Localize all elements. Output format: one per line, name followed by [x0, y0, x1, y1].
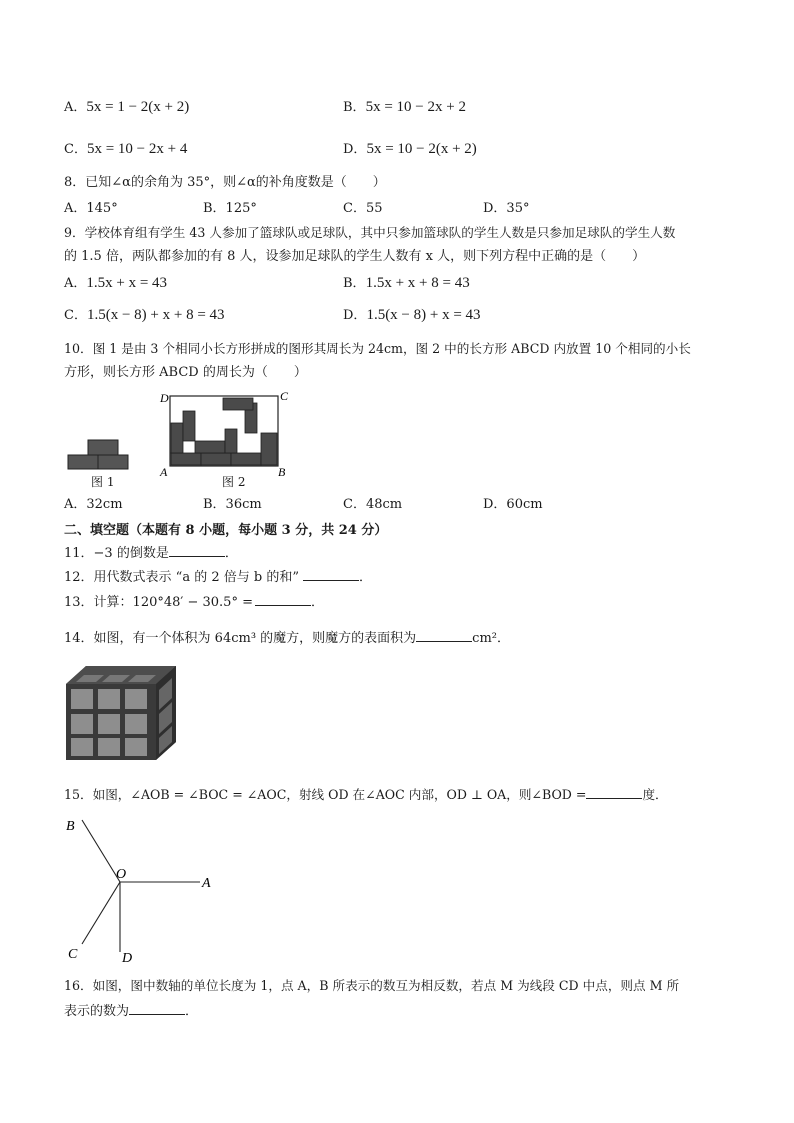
- q8-option-a: A．145°: [64, 201, 118, 216]
- small-rectangle: [223, 398, 253, 410]
- option-letter: B．: [343, 100, 366, 115]
- q10-stem-line1: 10．图 1 是由 3 个相同小长方形拼成的图形其周长为 24cm，图 2 中的长方形 ABCD 内放置 10 个相同的小长: [64, 341, 691, 356]
- q10-option-b: B．36cm: [203, 497, 262, 512]
- point-label-o: O: [116, 867, 127, 882]
- q10-option-a: A．32cm: [64, 497, 123, 512]
- answer-blank[interactable]: [416, 628, 472, 642]
- small-rectangle: [231, 453, 261, 465]
- option-expression: 1.5(x − 8) + x + 8 = 43: [86, 307, 225, 323]
- section-title: 二、填空题（本题有 8 小题，每小题 3 分，共 24 分）: [64, 523, 388, 538]
- q8-stem: 8．已知∠α的余角为 35°，则∠α的补角度数是（ ）: [64, 175, 386, 190]
- small-rectangle: [183, 411, 195, 441]
- q10-figure-2-caption: 图 2: [222, 475, 246, 489]
- q14: [64, 628, 510, 650]
- q11-end: ．: [224, 546, 238, 561]
- cube-sticker: [125, 738, 147, 756]
- option-letter: B．: [343, 276, 366, 291]
- answer-blank[interactable]: [169, 543, 225, 557]
- small-rectangle: [195, 441, 225, 453]
- q10-option-c: C．48cm: [343, 497, 403, 512]
- q7-option-b: [343, 96, 466, 119]
- cube-sticker: [98, 714, 120, 734]
- q10-option-d: D．60cm: [483, 497, 543, 512]
- q13-text: 13．计算：120°48′ − 30.5° =: [64, 595, 253, 610]
- q13: [64, 592, 324, 614]
- q7-option-a: [64, 96, 189, 119]
- q12-end: ．: [358, 570, 372, 585]
- q10-figure-1-caption: 图 1: [91, 475, 115, 489]
- q10-figure-1: [64, 436, 134, 472]
- q15-end: 度．: [642, 787, 668, 802]
- q16-text: 表示的数为: [64, 1004, 130, 1019]
- q16-line1: 16．如图，图中数轴的单位长度为 1，点 A，B 所表示的数互为相反数，若点 M 为线段 CD 中点，则点 M 所: [64, 978, 680, 993]
- option-expression: 1.5x + x + 8 = 43: [365, 275, 470, 291]
- cube-sticker: [98, 738, 120, 756]
- answer-blank[interactable]: [586, 785, 642, 799]
- q10-stem-line2: 方形，则长方形 ABCD 的周长为（ ）: [64, 365, 307, 380]
- small-rectangle: [225, 429, 237, 453]
- point-label-b: B: [66, 819, 75, 834]
- option-expression: 1.5(x − 8) + x = 43: [366, 307, 481, 323]
- corner-label-b: B: [278, 465, 286, 478]
- q15-text: 15．如图，∠AOB = ∠BOC = ∠AOC，射线 OD 在∠AOC 内部，OD ⊥ OA，则∠BOD =: [64, 787, 587, 802]
- point-label-d: D: [122, 951, 133, 966]
- answer-blank[interactable]: [255, 592, 311, 606]
- cube-sticker: [125, 714, 147, 734]
- option-letter: A．: [64, 100, 87, 115]
- q11-text: 11．−3 的倒数是: [64, 546, 169, 561]
- option-letter: A．: [64, 276, 87, 291]
- option-expression: 5x = 1 − 2(x + 2): [86, 99, 190, 115]
- q12: [64, 567, 372, 589]
- option-expression: 5x = 10 − 2(x + 2): [366, 141, 477, 157]
- small-rectangle: [171, 423, 183, 453]
- q9-stem-line1: 9．学校体育组有学生 43 人参加了篮球队或足球队，其中只参加篮球队的学生人数是只参加足球队的学生人数: [64, 225, 676, 240]
- q14-end: cm²．: [472, 631, 510, 646]
- corner-label-c: C: [280, 389, 289, 403]
- option-letter: C．: [64, 308, 87, 323]
- cube-sticker: [71, 714, 93, 734]
- option-letter: C．: [64, 142, 87, 157]
- q16-end: ．: [185, 1004, 199, 1019]
- cube-sticker: [71, 689, 93, 709]
- corner-label-d: D: [160, 391, 169, 405]
- cube-sticker: [125, 689, 147, 709]
- q9-option-d: [343, 304, 481, 327]
- q10-figure-2: [156, 386, 296, 478]
- q9-option-c: [64, 304, 225, 327]
- cube-sticker: [71, 738, 93, 756]
- q12-text: 12．用代数式表示 “a 的 2 倍与 b 的和”: [64, 570, 299, 585]
- option-letter: D．: [343, 308, 367, 323]
- fig1-bottom-right-rectangle: [98, 455, 128, 469]
- fig1-bottom-left-rectangle: [68, 455, 98, 469]
- q11: [64, 543, 238, 565]
- q9-option-b: [343, 272, 470, 295]
- answer-blank[interactable]: [129, 1001, 185, 1015]
- rubiks-cube-figure: [64, 662, 180, 762]
- q15-angle-figure: [60, 812, 230, 968]
- q8-option-c: C．55: [343, 201, 383, 216]
- option-expression: 1.5x + x = 43: [86, 275, 168, 291]
- corner-label-a: A: [160, 465, 168, 478]
- point-label-c: C: [68, 947, 78, 962]
- q7-option-d: [343, 138, 477, 161]
- q9-option-a: [64, 272, 167, 295]
- q8-option-b: B．125°: [203, 201, 257, 216]
- q7-option-c: [64, 138, 187, 161]
- cube-sticker: [98, 689, 120, 709]
- option-expression: 5x = 10 − 2x + 4: [86, 141, 188, 157]
- point-label-a: A: [202, 876, 211, 891]
- q14-text: 14．如图，有一个体积为 64cm³ 的魔方，则魔方的表面积为: [64, 631, 417, 646]
- fig1-top-rectangle: [88, 440, 118, 455]
- small-rectangle: [171, 453, 201, 465]
- q15: [64, 784, 668, 806]
- q13-end: ．: [310, 595, 324, 610]
- q9-stem-line2: 的 1.5 倍，两队都参加的有 8 人，设参加足球队的学生人数有 x 人，则下列方程中正确的是（ ）: [64, 249, 646, 264]
- option-letter: D．: [343, 142, 367, 157]
- small-rectangle: [201, 453, 231, 465]
- ray-ob: [82, 820, 120, 882]
- option-expression: 5x = 10 − 2x + 2: [365, 99, 466, 115]
- q8-option-d: D．35°: [483, 201, 530, 216]
- ray-oc: [82, 882, 120, 944]
- small-rectangle: [261, 433, 277, 465]
- q16-line2: [64, 1001, 198, 1023]
- answer-blank[interactable]: [303, 567, 359, 581]
